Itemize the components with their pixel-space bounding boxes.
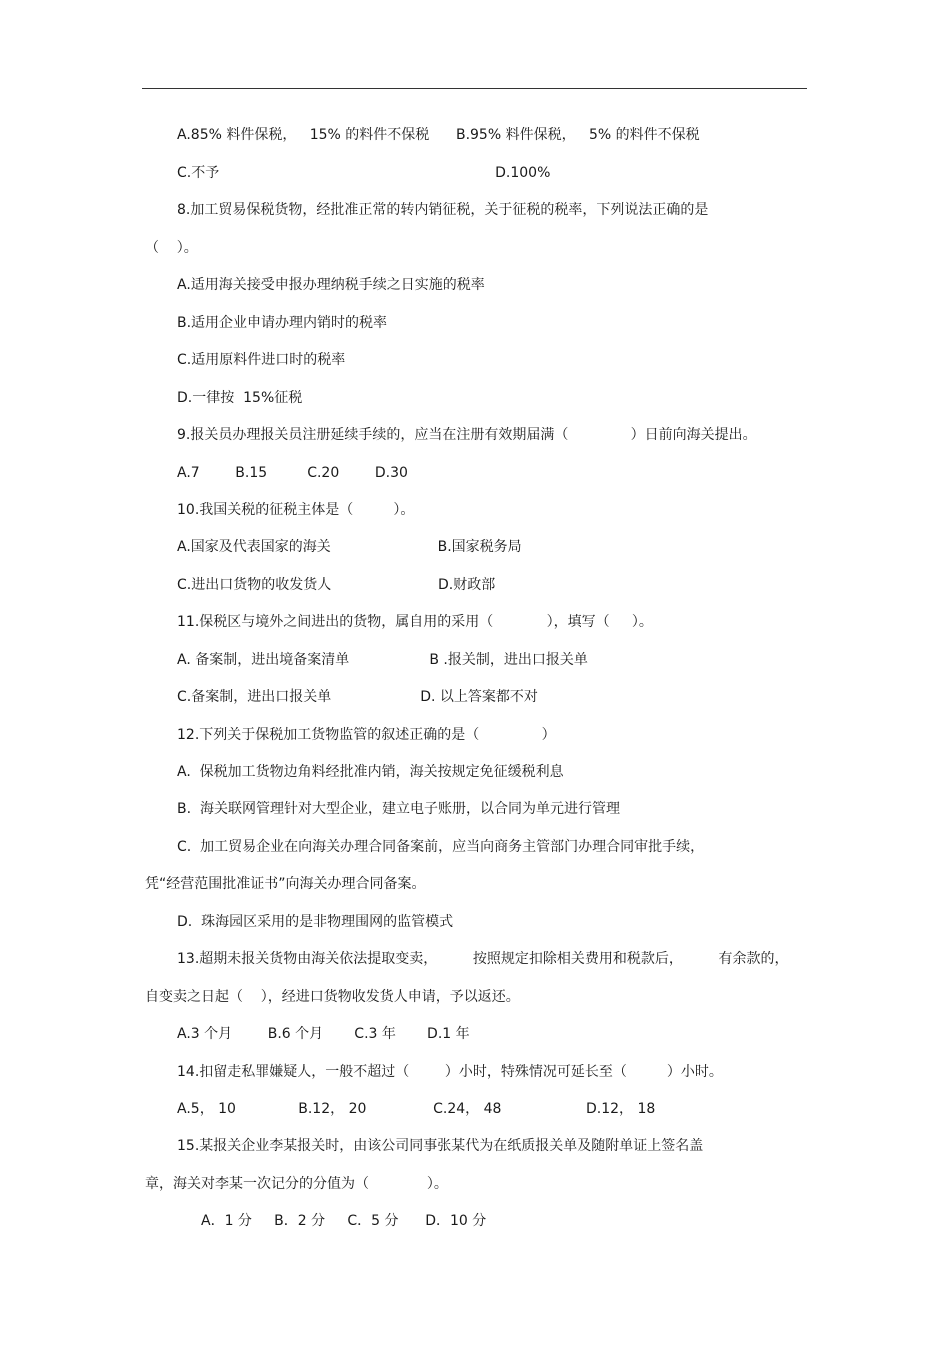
q13-stem-line2: 自变卖之日起（ ），经进口货物收发货人申请，予以返还。 bbox=[145, 989, 520, 1005]
q12-option-a: A. 保税加工货物边角料经批准内销，海关按规定免征缓税利息 bbox=[177, 764, 564, 780]
q8-option-d: D.一律按 15%征税 bbox=[177, 390, 303, 406]
q7-options-cd: C.不予 D.100% bbox=[177, 165, 551, 181]
q14-options: A.5， 10 B.12， 20 C.24， 48 D.12， 18 bbox=[177, 1101, 656, 1117]
q15-stem-line2: 章，海关对李某一次记分的分值为（ ）。 bbox=[145, 1176, 448, 1192]
q12-option-b: B. 海关联网管理针对大型企业，建立电子账册，以合同为单元进行管理 bbox=[177, 801, 620, 817]
q11-options-ab: A. 备案制，进出境备案清单 B .报关制，进出口报关单 bbox=[177, 652, 588, 668]
q15-stem-line1: 15.某报关企业李某报关时，由该公司同事张某代为在纸质报关单及随附单证上签名盖 bbox=[177, 1138, 704, 1154]
q8-option-c: C.适用原料件进口时的税率 bbox=[177, 352, 346, 368]
q10-options-cd: C.进出口货物的收发货人 D.财政部 bbox=[177, 577, 496, 593]
q10-stem: 10.我国关税的征税主体是（ ）。 bbox=[177, 502, 415, 518]
q14-stem: 14.扣留走私罪嫌疑人，一般不超过（ ）小时，特殊情况可延长至（ ）小时。 bbox=[177, 1064, 723, 1080]
q13-options: A.3 个月 B.6 个月 C.3 年 D.1 年 bbox=[177, 1026, 470, 1042]
q12-stem: 12.下列关于保税加工货物监管的叙述正确的是（ ） bbox=[177, 727, 556, 743]
q8-option-a: A.适用海关接受申报办理纳税手续之日实施的税率 bbox=[177, 277, 485, 293]
q12-option-c-line1: C. 加工贸易企业在向海关办理合同备案前，应当向商务主管部门办理合同审批手续， bbox=[177, 839, 705, 855]
q11-stem: 11.保税区与境外之间进出的货物，属自用的采用（ ），填写（ ）。 bbox=[177, 614, 653, 630]
q7-options-ab: A.85% 料件保税， 15% 的料件不保税 B.95% 料件保税， 5% 的料件不保税 bbox=[177, 127, 700, 143]
q12-option-d: D. 珠海园区采用的是非物理围网的监管模式 bbox=[177, 914, 454, 930]
q8-stem-line2: （ ）。 bbox=[145, 240, 198, 256]
q15-options: A．1 分 B．2 分 C．5 分 D．10 分 bbox=[201, 1213, 487, 1229]
header-rule bbox=[142, 88, 807, 89]
q8-stem-line1: 8.加工贸易保税货物，经批准正常的转内销征税，关于征税的税率，下列说法正确的是 bbox=[177, 202, 709, 218]
q13-stem-line1: 13.超期未报关货物由海关依法提取变卖， 按照规定扣除相关费用和税款后， 有余款的， bbox=[177, 951, 789, 967]
q12-option-c-line2: 凭“经营范围批准证书”向海关办理合同备案。 bbox=[145, 876, 426, 892]
q8-option-b: B.适用企业申请办理内销时的税率 bbox=[177, 315, 388, 331]
q11-options-cd: C.备案制，进出口报关单 D. 以上答案都不对 bbox=[177, 689, 538, 705]
q9-stem: 9.报关员办理报关员注册延续手续的，应当在注册有效期届满（ ）日前向海关提出。 bbox=[177, 427, 757, 443]
q9-options: A.7 B.15 C.20 D.30 bbox=[177, 465, 408, 481]
q10-options-ab: A.国家及代表国家的海关 B.国家税务局 bbox=[177, 539, 522, 555]
